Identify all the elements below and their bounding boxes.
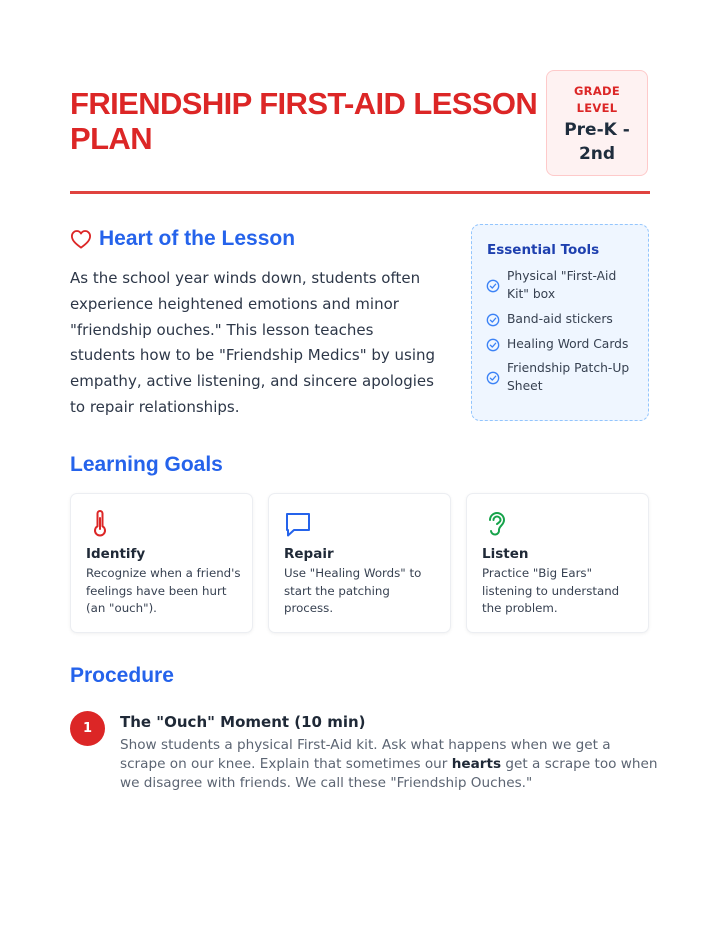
- grade-level-value: Pre-K - 2nd: [564, 120, 630, 164]
- tool-item-label: Band-aid stickers: [507, 312, 613, 326]
- step-description: [120, 736, 660, 794]
- goal-card-repair: [268, 493, 451, 633]
- step-description-end: get a scrape too when we disagree with friends. We call these "Friendship Ouches.": [120, 756, 658, 792]
- goal-card-title: Identify: [86, 546, 146, 562]
- thermometer-icon: [86, 509, 114, 539]
- grade-level-label: GRADE LEVEL: [573, 84, 621, 115]
- tool-item: [486, 311, 637, 329]
- step-description-start: Show students a physical First-Aid kit. Ask what happens when we get a scrape on our knee. Explain that sometimes our: [120, 737, 611, 773]
- page-title: FRIENDSHIP FIRST-AID LESSON PLAN: [70, 86, 538, 156]
- heart-outline-icon: [70, 229, 92, 249]
- intro-paragraph: As the school year winds down, students often experience heightened emotions and minor "friendship ouches." This lesson teaches students how to be "Friendship Medics" by using empathy, active listening, and sincere apologies to repair relationships.: [70, 269, 436, 416]
- intro-heading: [70, 226, 295, 252]
- grade-level-badge: [546, 70, 648, 176]
- goal-card-description: Recognize when a friend's feelings have been hurt (an "ouch").: [86, 566, 241, 615]
- goal-card-title: Listen: [482, 546, 529, 562]
- goal-card-description: Use "Healing Words" to start the patching process.: [284, 566, 422, 615]
- step-number-badge: 1: [70, 711, 105, 746]
- learning-goals-heading: Learning Goals: [70, 453, 223, 476]
- goal-card-title: Repair: [284, 546, 334, 562]
- check-circle-icon: [486, 279, 500, 293]
- tool-item-label: Friendship Patch-Up Sheet: [507, 361, 630, 393]
- tool-item-label: Physical "First-Aid Kit" box: [507, 269, 617, 301]
- tool-item: [486, 360, 637, 395]
- check-circle-icon: [486, 338, 500, 352]
- step-title: The "Ouch" Moment (10 min): [120, 713, 366, 731]
- header-divider: [70, 191, 650, 194]
- goal-card-identify: [70, 493, 253, 633]
- step-description-emphasis: hearts: [451, 756, 502, 773]
- tools-title: Essential Tools: [487, 242, 600, 258]
- procedure-heading: Procedure: [70, 664, 174, 687]
- check-circle-icon: [486, 313, 500, 327]
- check-circle-icon: [486, 371, 500, 385]
- tool-item: [486, 268, 637, 303]
- goal-card-description: Practice "Big Ears" listening to understand the problem.: [482, 566, 620, 615]
- intro-heading-text: Heart of the Lesson: [99, 227, 296, 250]
- tool-item: [486, 336, 637, 354]
- tool-item-label: Healing Word Cards: [507, 337, 629, 351]
- speech-bubble-icon: [284, 509, 312, 539]
- goal-card-listen: [466, 493, 649, 633]
- essential-tools-box: [471, 224, 649, 421]
- ear-icon: [482, 509, 510, 539]
